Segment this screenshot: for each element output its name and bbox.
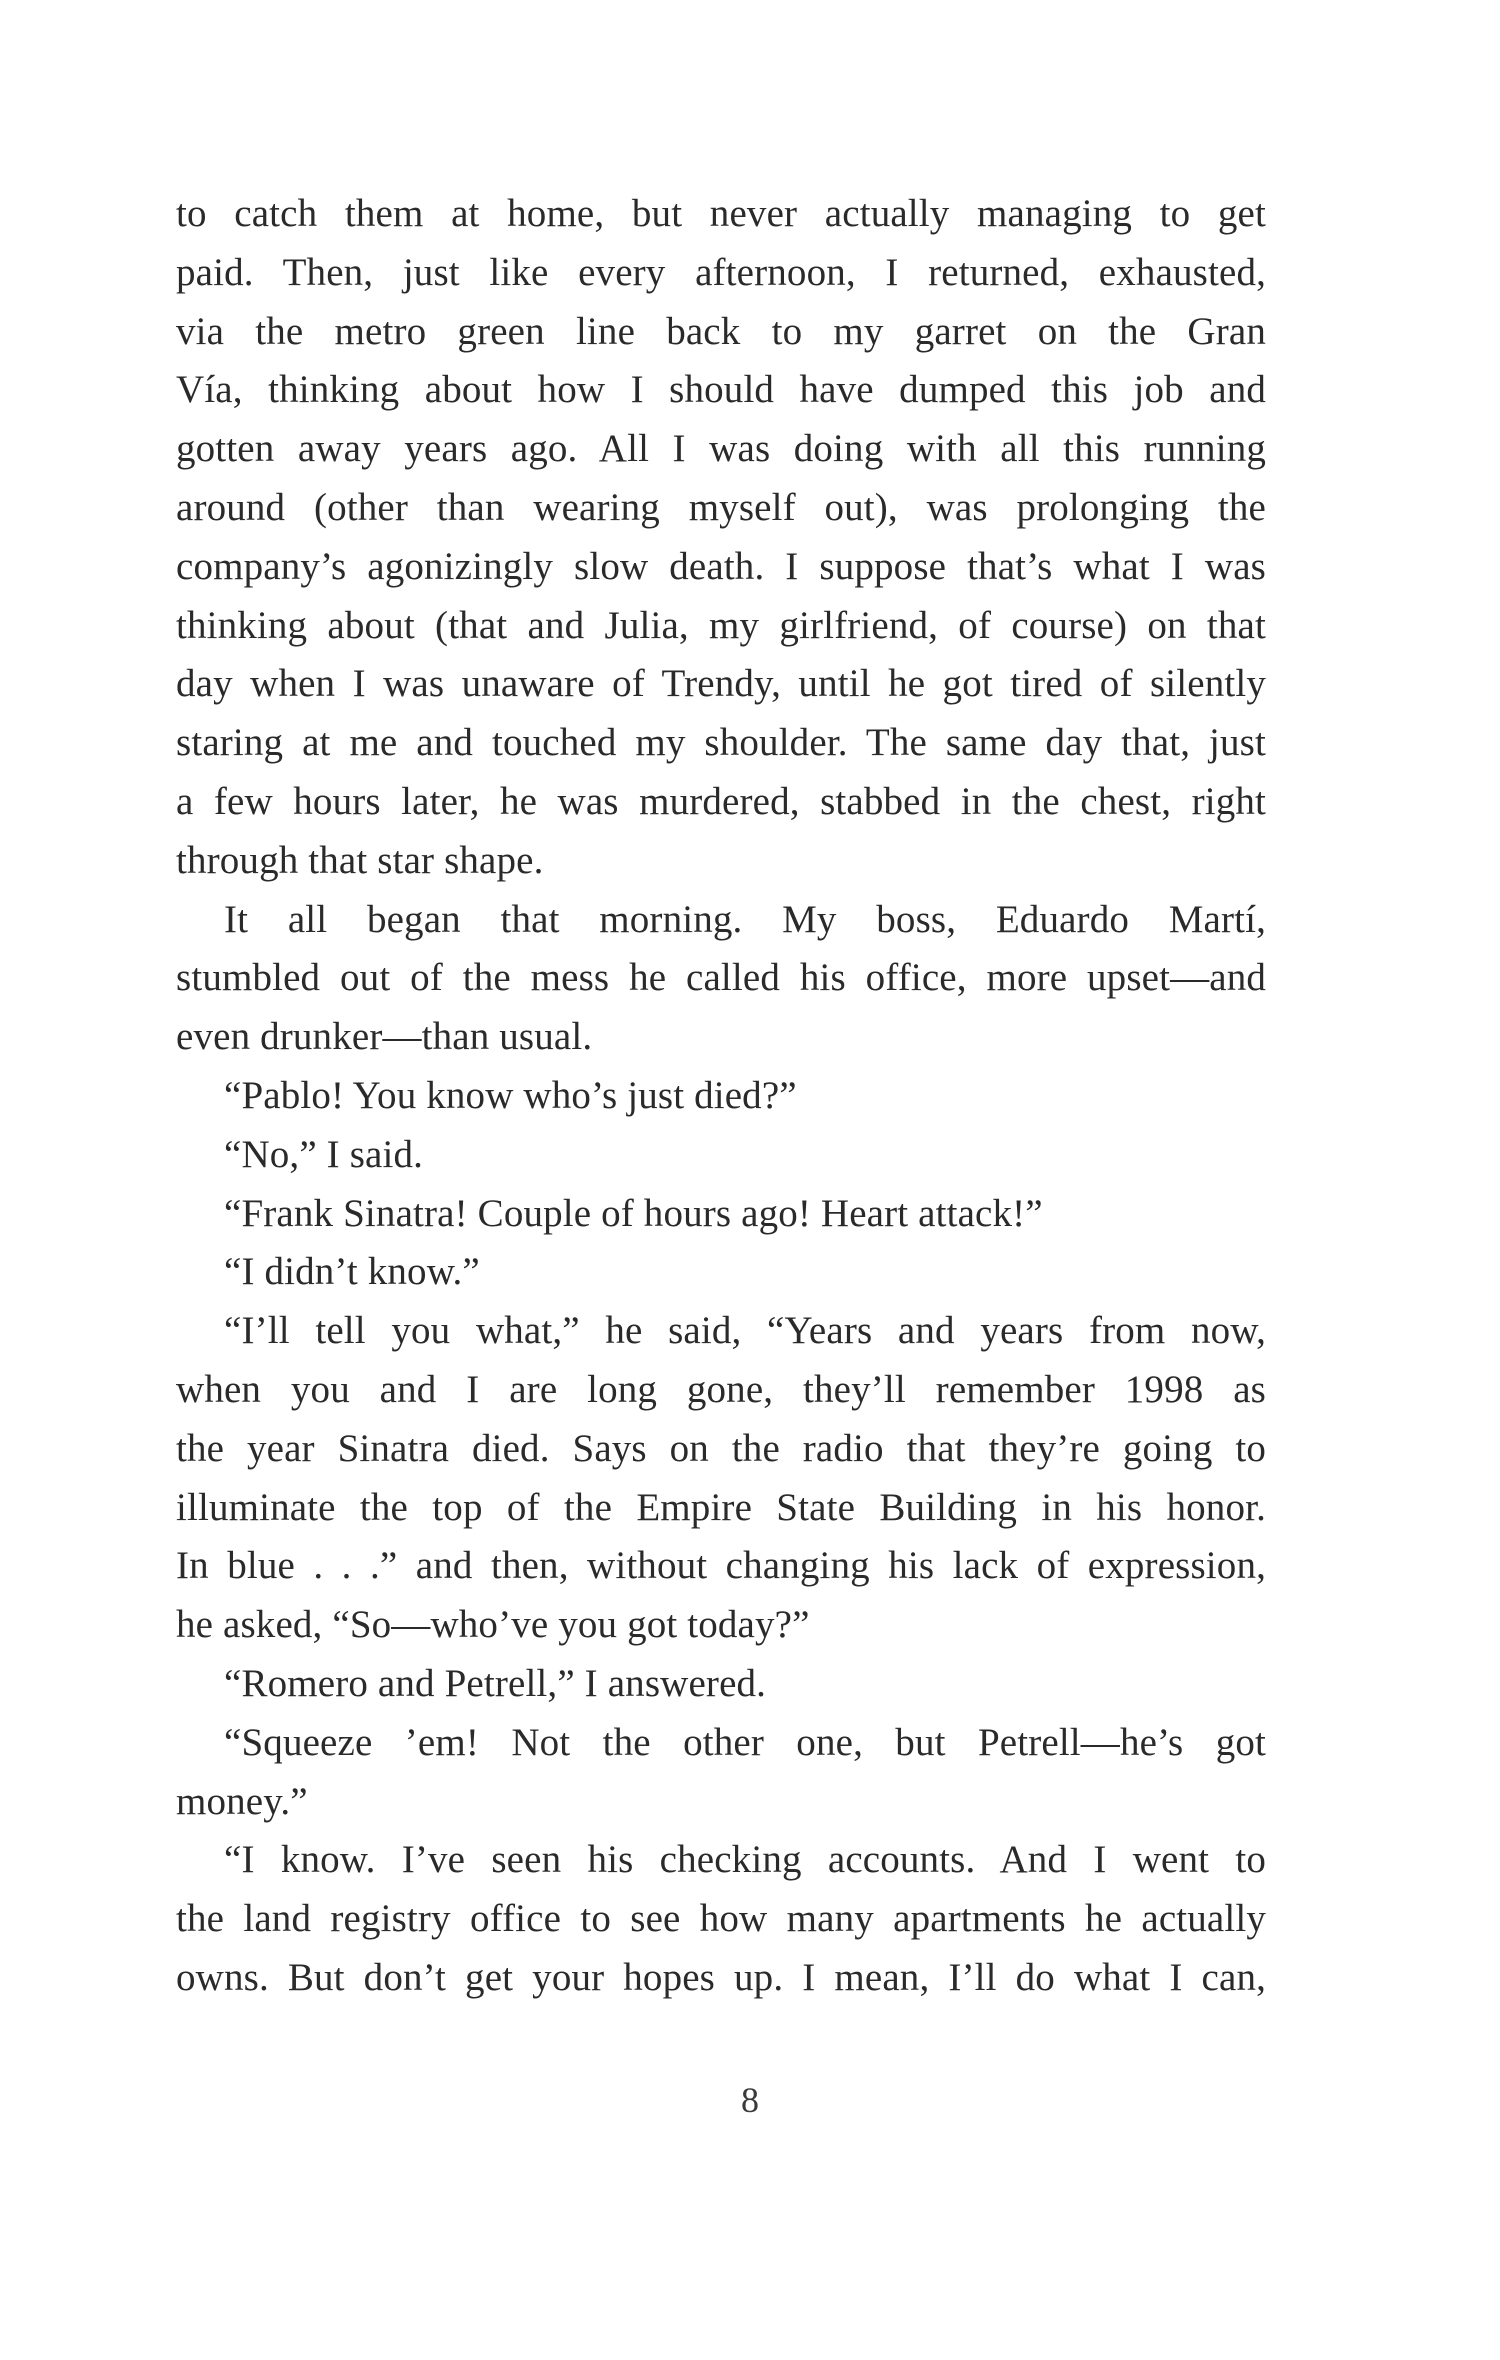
text-line: a few hours later, he was murdered, stabbed in the chest, right [176,779,1266,823]
text-line: “I didn’t know.” [224,1250,480,1294]
text-line: “Frank Sinatra! Couple of hours ago! Heart attack!” [224,1191,1043,1235]
text-line: he asked, “So—who’ve you got today?” [176,1603,810,1647]
text-line: gotten away years ago. All I was doing with all this running [176,427,1266,471]
text-line: the land registry office to see how many apartments he actually [176,1897,1266,1941]
text-line: It all began that morning. My boss, Eduardo Martí, [224,897,1266,941]
text-line: around (other than wearing myself out), was prolonging the [176,485,1266,529]
text-line: “Squeeze ’em! Not the other one, but Petrell—he’s got [224,1720,1266,1764]
text-line: illuminate the top of the Empire State Building in his honor. [176,1485,1266,1529]
text-line: Vía, thinking about how I should have dumped this job and [176,368,1266,412]
text-line: stumbled out of the mess he called his office, more upset—and [176,956,1266,1000]
text-line: “I know. I’ve seen his checking accounts. And I went to [224,1838,1266,1882]
text-line: day when I was unaware of Trendy, until he got tired of silently [176,662,1266,706]
text-line: “Romero and Petrell,” I answered. [224,1661,767,1705]
text-line: even drunker—than usual. [176,1015,593,1059]
body-text [176,185,1266,2008]
text-line: money.” [176,1779,308,1823]
text-line: staring at me and touched my shoulder. The same day that, just [176,721,1266,765]
text-line: In blue . . .” and then, without changing his lack of expression, [176,1544,1266,1588]
text-line: through that star shape. [176,838,544,882]
text-line: owns. But don’t get your hopes up. I mean, I’ll do what I can, [176,1955,1266,1999]
text-line: thinking about (that and Julia, my girlfriend, of course) on that [176,603,1266,647]
text-line: “I’ll tell you what,” he said, “Years and years from now, [224,1309,1266,1353]
text-line: to catch them at home, but never actually managing to get [176,192,1266,235]
text-line: via the metro green line back to my garret on the Gran [176,309,1266,353]
text-line: paid. Then, just like every afternoon, I returned, exhausted, [176,250,1266,294]
text-line: company’s agonizingly slow death. I suppose that’s what I was [176,544,1266,588]
text-line: “Pablo! You know who’s just died?” [224,1073,797,1117]
text-line: when you and I are long gone, they’ll remember 1998 as [176,1367,1266,1411]
page-number: 8 [741,2080,759,2120]
text-line: “No,” I said. [224,1132,424,1176]
text-line: the year Sinatra died. Says on the radio that they’re going to [176,1426,1266,1470]
